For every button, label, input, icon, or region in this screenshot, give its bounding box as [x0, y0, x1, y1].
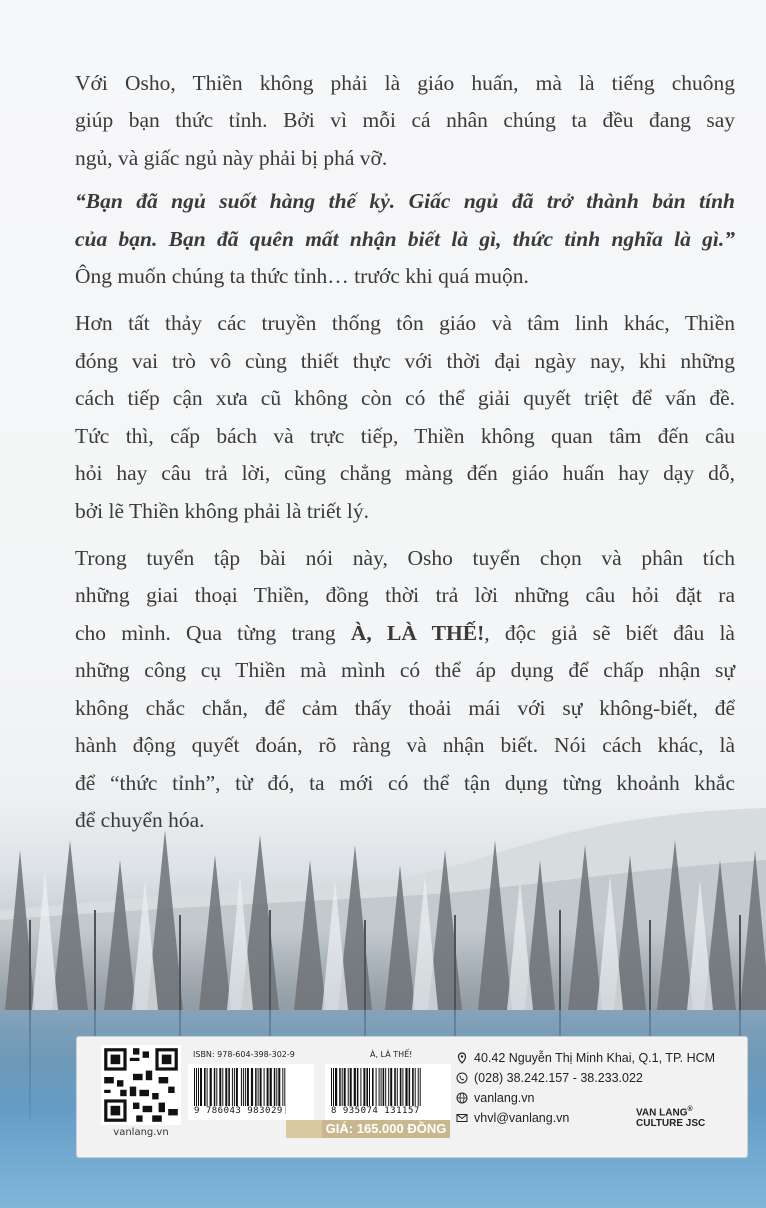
barcode-bar	[402, 1068, 403, 1106]
barcode-bar	[216, 1068, 217, 1106]
barcode-bar	[366, 1068, 368, 1106]
publisher-logo	[636, 1104, 705, 1129]
barcode-bar	[360, 1068, 361, 1106]
barcode-bar	[274, 1068, 276, 1106]
barcode-bar	[412, 1068, 414, 1106]
barcode-bar	[372, 1068, 374, 1106]
logo-line-2: CULTURE JSC	[636, 1118, 706, 1130]
ean-digits: 8 935074 131157	[331, 1106, 420, 1116]
barcode-bar	[204, 1068, 206, 1106]
isbn-digits: 9 786043 983029	[194, 1106, 283, 1116]
qr-label: vanlang.vn	[113, 1127, 169, 1138]
barcode-bar	[270, 1068, 272, 1106]
book-title-label: À, LÀ THẾ!	[370, 1050, 413, 1059]
barcode-bar	[260, 1068, 262, 1106]
barcode-bar	[267, 1068, 269, 1106]
barcode-bar	[214, 1068, 216, 1106]
mail-icon	[456, 1112, 468, 1124]
paragraph-intro-line: Với Osho, Thiền không phải là giáo huấn, mà là tiếng chuông	[75, 71, 735, 95]
barcode-bar	[357, 1068, 359, 1106]
barcode-bar	[225, 1068, 227, 1106]
barcode-bar	[251, 1068, 253, 1106]
barcode-bar	[354, 1068, 356, 1106]
barcode-bar	[258, 1068, 259, 1106]
barcode-bar	[234, 1068, 235, 1106]
registered-mark: ®	[687, 1106, 693, 1113]
barcode-bar	[264, 1068, 265, 1106]
quote-followup: Ông muốn chúng ta thức tỉnh… trước khi quá muộn.	[75, 264, 529, 288]
barcode-bar	[394, 1068, 396, 1106]
barcode-bar	[350, 1068, 352, 1106]
barcode-bar	[383, 1068, 385, 1106]
paragraph-collection-line: những công cụ Thiền mà mình có thể áp dụng để chấp nhận sự	[75, 658, 735, 682]
paragraph-zen-line: cách tiếp cận xưa cũ không còn có thể giải quyết triệt để vấn đề.	[75, 386, 735, 410]
quote-line: của bạn. Bạn đã quên mất nhận biết là gì, thức tỉnh nghĩa là gì.”	[75, 227, 735, 251]
price-label: GIÁ: 165.000 ĐỒNG	[322, 1120, 450, 1138]
paragraph-intro-line: giúp bạn thức tỉnh. Bởi vì mỗi cá nhân chúng ta đều đang say	[75, 108, 735, 132]
barcode-bar	[400, 1068, 402, 1106]
barcode-bar	[236, 1068, 238, 1106]
paragraph-zen-line: Hơn tất thảy các truyền thống tôn giáo và tâm linh khác, Thiền	[75, 311, 735, 335]
email-text[interactable]: vhvl@vanlang.vn	[474, 1111, 570, 1125]
barcode-bar	[200, 1068, 202, 1106]
location-icon	[456, 1052, 468, 1064]
paragraph-collection-line: không chắc chắn, để cảm thấy thoải mái với sự không-biết, để	[75, 696, 735, 720]
paragraph-collection-line: hành động quyết đoán, rõ ràng và nhận biết. Nói cách khác, là	[75, 733, 735, 757]
price-strip	[286, 1120, 322, 1138]
barcode-bar	[369, 1068, 370, 1106]
barcode-bar	[335, 1068, 337, 1106]
barcode-bar	[210, 1068, 212, 1106]
paragraph-zen-line: đóng vai trò vô cùng thiết thực với thời đại ngày nay, khi những	[75, 349, 735, 373]
globe-icon	[456, 1092, 468, 1104]
barcode-bar	[207, 1068, 208, 1106]
barcode-bar	[363, 1068, 365, 1106]
barcode-bar	[219, 1068, 221, 1106]
barcode-bar	[245, 1068, 246, 1106]
text-run: , độc giả sẽ biết đâu là	[484, 621, 735, 645]
barcode-bar	[228, 1068, 230, 1106]
paragraph-collection-line: những giai thoại Thiền, đồng thời trả lời những câu hỏi đặt ra	[75, 583, 735, 607]
paragraph-collection-line: Trong tuyển tập bài nói này, Osho tuyển chọn và phân tích	[75, 546, 735, 570]
website-text[interactable]: vanlang.vn	[474, 1091, 535, 1105]
barcode-bar	[276, 1068, 277, 1106]
barcode-bar	[344, 1068, 346, 1106]
paragraph-zen-line: bởi lẽ Thiền không phải là triết lý.	[75, 499, 369, 523]
logo-line-1: VAN LANG	[636, 1107, 688, 1119]
barcode-bar	[222, 1068, 223, 1106]
address-text: 40.42 Nguyễn Thị Minh Khai, Q.1, TP. HCM	[474, 1051, 716, 1065]
barcode-bar	[232, 1068, 233, 1106]
barcode-bar	[385, 1068, 386, 1106]
barcode-bar	[198, 1068, 199, 1106]
barcode-bar	[415, 1068, 416, 1106]
qr-code	[101, 1045, 181, 1125]
barcode-bar	[397, 1068, 398, 1106]
contact-phone	[456, 1071, 643, 1085]
paragraph-collection-line: để “thức tỉnh”, từ đó, ta mới có thể tận dụng từng khoảnh khắc	[75, 771, 735, 795]
quote-line: “Bạn đã ngủ suốt hàng thế kỷ. Giấc ngủ đã trở thành bản tính	[75, 189, 735, 213]
barcode-bar	[390, 1068, 392, 1106]
paragraph-zen-line: Tức thì, cấp bách và trực tiếp, Thiền không quan tâm đến câu	[75, 424, 735, 448]
book-title-mention: À, LÀ THẾ!	[350, 621, 485, 645]
barcode-bar	[247, 1068, 249, 1106]
contact-website	[456, 1091, 534, 1105]
contact-address	[456, 1051, 715, 1065]
contact-email	[456, 1111, 569, 1125]
isbn-label: ISBN: 978-604-398-302-9	[193, 1050, 295, 1059]
barcode-bar	[255, 1068, 257, 1106]
paragraph-collection-line: để chuyển hóa.	[75, 808, 205, 832]
barcode-bar	[405, 1068, 407, 1106]
paragraph-collection-line	[75, 615, 735, 653]
barcode-bar	[278, 1068, 280, 1106]
phone-icon	[456, 1072, 468, 1084]
barcode-bar	[376, 1068, 377, 1106]
barcode-bar	[339, 1068, 341, 1106]
paragraph-zen-line: hỏi hay câu trả lời, cũng chẳng màng đến giáo huấn hay dạy dỗ,	[75, 461, 735, 485]
barcode-bar	[388, 1068, 389, 1106]
phone-text: (028) 38.242.157 - 38.233.022	[474, 1071, 643, 1085]
paragraph-intro-line: ngủ, và giấc ngủ này phải bị phá vỡ.	[75, 146, 388, 170]
barcode-bar	[409, 1068, 411, 1106]
text-run: cho mình. Qua từng trang	[75, 621, 351, 645]
barcode-bar	[342, 1068, 343, 1106]
barcode-bar	[348, 1068, 349, 1106]
